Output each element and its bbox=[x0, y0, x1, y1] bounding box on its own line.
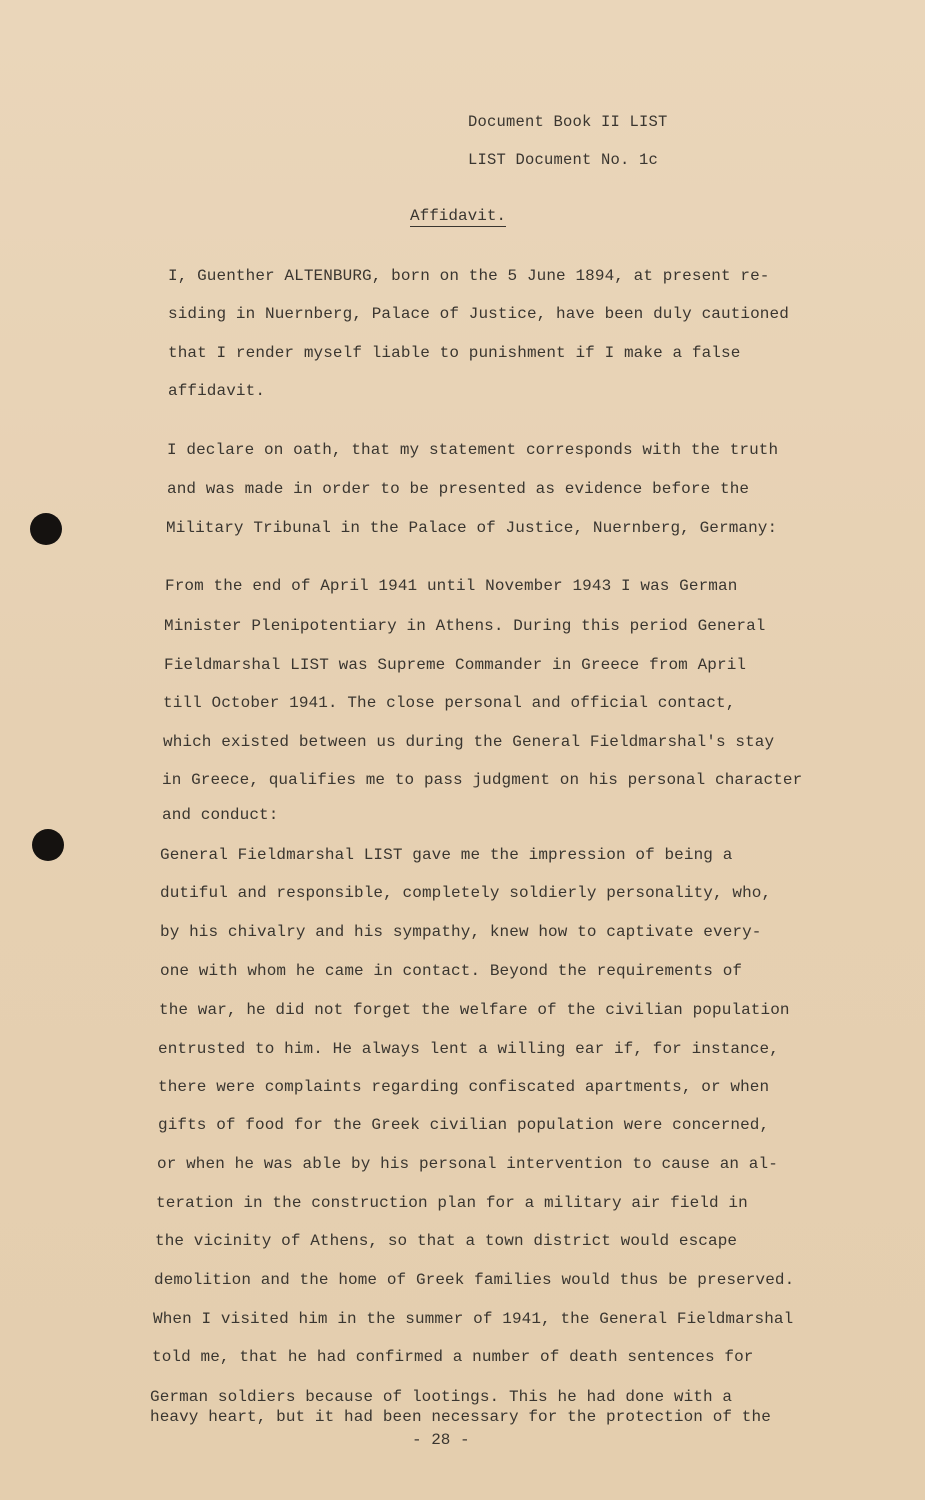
text-line: demolition and the home of Greek families would thus be preserved. bbox=[154, 1271, 795, 1289]
text-line: one with whom he came in contact. Beyond the requirements of bbox=[160, 962, 743, 980]
text-line: which existed between us during the General Fieldmarshal's stay bbox=[163, 733, 775, 751]
text-line: in Greece, qualifies me to pass judgment on his personal character bbox=[162, 771, 803, 789]
text-line: From the end of April 1941 until November 1943 I was German bbox=[165, 577, 738, 595]
text-line: told me, that he had confirmed a number of death sentences for bbox=[152, 1348, 754, 1366]
text-line: dutiful and responsible, completely soldierly personality, who, bbox=[160, 884, 772, 902]
text-line: by his chivalry and his sympathy, knew how to captivate every- bbox=[160, 923, 762, 941]
text-line: or when he was able by his personal intervention to cause an al- bbox=[157, 1155, 778, 1173]
text-line: the war, he did not forget the welfare of the civilian population bbox=[159, 1001, 790, 1019]
text-line: there were complaints regarding confiscated apartments, or when bbox=[158, 1078, 770, 1096]
text-line: I, Guenther ALTENBURG, born on the 5 June 1894, at present re- bbox=[168, 267, 770, 285]
header-line-2: LIST Document No. 1c bbox=[468, 151, 659, 169]
text-line: Military Tribunal in the Palace of Justice, Nuernberg, Germany: bbox=[166, 519, 778, 537]
text-line: the vicinity of Athens, so that a town district would escape bbox=[155, 1232, 738, 1250]
text-line: siding in Nuernberg, Palace of Justice, have been duly cautioned bbox=[168, 305, 789, 323]
text-line: Fieldmarshal LIST was Supreme Commander in Greece from April bbox=[164, 656, 747, 674]
page-number: - 28 - bbox=[412, 1431, 470, 1449]
text-line: I declare on oath, that my statement corresponds with the truth bbox=[167, 441, 779, 459]
punch-hole-bottom bbox=[32, 829, 64, 861]
text-line: heavy heart, but it had been necessary for the protection of the bbox=[150, 1408, 771, 1426]
text-line: and conduct: bbox=[162, 806, 279, 824]
text-line: teration in the construction plan for a military air field in bbox=[156, 1194, 748, 1212]
text-line: affidavit. bbox=[168, 382, 266, 400]
text-line: that I render myself liable to punishment if I make a false bbox=[168, 344, 741, 362]
text-line: and was made in order to be presented as evidence before the bbox=[167, 480, 750, 498]
document-title: Affidavit. bbox=[410, 207, 507, 225]
punch-hole-top bbox=[30, 513, 62, 545]
text-line: gifts of food for the Greek civilian population were concerned, bbox=[158, 1116, 770, 1134]
text-line: When I visited him in the summer of 1941, the General Fieldmarshal bbox=[153, 1310, 794, 1328]
text-line: till October 1941. The close personal and official contact, bbox=[163, 694, 736, 712]
text-line: General Fieldmarshal LIST gave me the impression of being a bbox=[160, 846, 733, 864]
header-line-1: Document Book II LIST bbox=[468, 113, 668, 131]
text-line: entrusted to him. He always lent a willing ear if, for instance, bbox=[158, 1040, 779, 1058]
text-line: Minister Plenipotentiary in Athens. During this period General bbox=[164, 617, 766, 635]
text-line: German soldiers because of lootings. This he had done with a bbox=[150, 1388, 733, 1406]
